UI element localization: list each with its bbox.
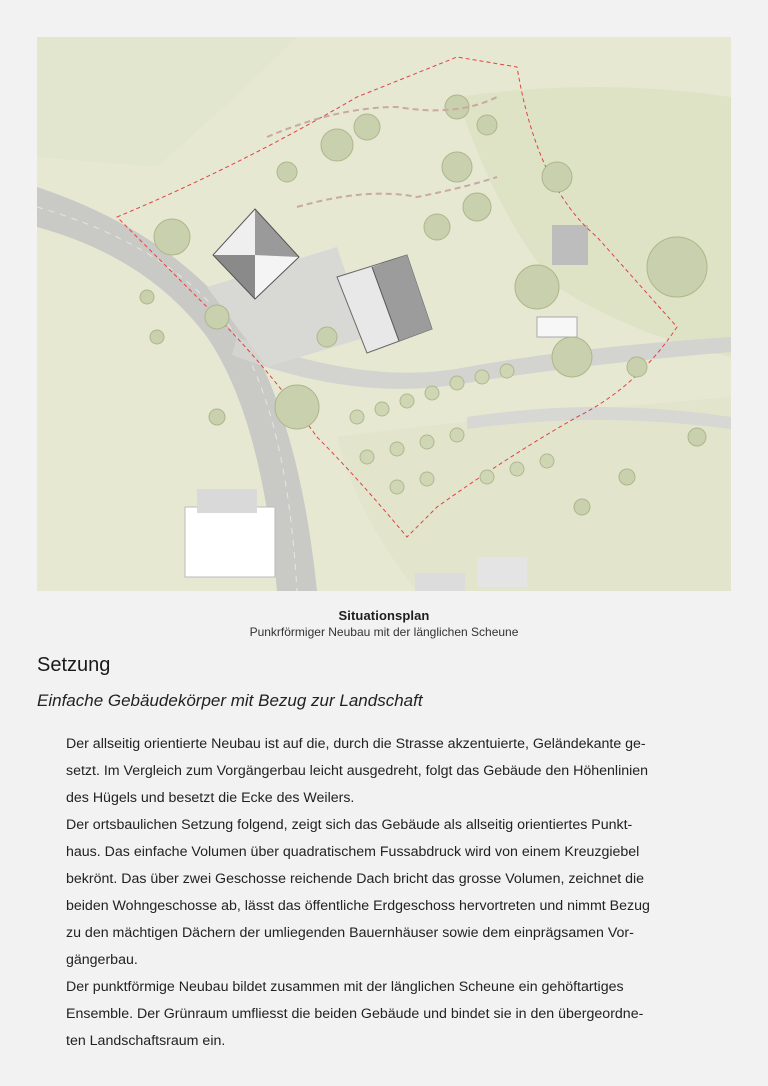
body-line: zu den mächtigen Dächern der umliegenden Bauernhäuser sowie dem einprägsamen Vor- — [66, 925, 634, 941]
body-line: des Hügels und besetzt die Ecke des Weilers. — [66, 790, 355, 806]
body-line: setzt. Im Vergleich zum Vorgängerbau leicht ausgedreht, folgt das Gebäude den Höhenlinien — [66, 763, 649, 779]
body-line: bekrönt. Das über zwei Geschosse reichende Dach bricht das grosse Volumen, zeichnet die — [66, 871, 645, 887]
body-line: Der ortsbaulichen Setzung folgend, zeigt sich das Gebäude als allseitig orientiertes Punkt- — [66, 817, 633, 833]
body-line: Der punktförmige Neubau bildet zusammen mit der länglichen Scheune ein gehöftartiges — [66, 979, 624, 995]
body-line: beiden Wohngeschosse ab, lässt das öffentliche Erdgeschoss hervortreten und nimmt Bezug — [66, 898, 650, 914]
caption-subtitle: Punkrförmiger Neubau mit der länglichen Scheune — [249, 625, 519, 639]
section-subtitle: Einfache Gebäudekörper mit Bezug zur Landschaft — [37, 691, 423, 710]
body-line: haus. Das einfache Volumen über quadratischem Fussabdruck wird von einem Kreuzgiebel — [66, 844, 640, 860]
neighbour-building — [197, 489, 257, 513]
site-plan-image — [37, 37, 731, 591]
body-line: Ensemble. Der Grünraum umfliesst die beiden Gebäude und bindet sie in den übergeordne- — [66, 1006, 644, 1022]
caption-title: Situationsplan — [338, 608, 430, 623]
body-line: Der allseitig orientierte Neubau ist auf die, durch die Strasse akzentuierte, Geländekante ge- — [66, 736, 646, 752]
body-text — [66, 731, 706, 1055]
neighbour-building — [415, 573, 465, 591]
neighbour-building — [552, 225, 588, 265]
section-title: Setzung — [37, 654, 111, 676]
neighbour-building — [477, 557, 527, 587]
body-line: gängerbau. — [66, 952, 138, 968]
body-line: ten Landschaftsraum ein. — [66, 1033, 226, 1049]
neighbour-building — [185, 507, 275, 577]
neighbour-building — [537, 317, 577, 337]
